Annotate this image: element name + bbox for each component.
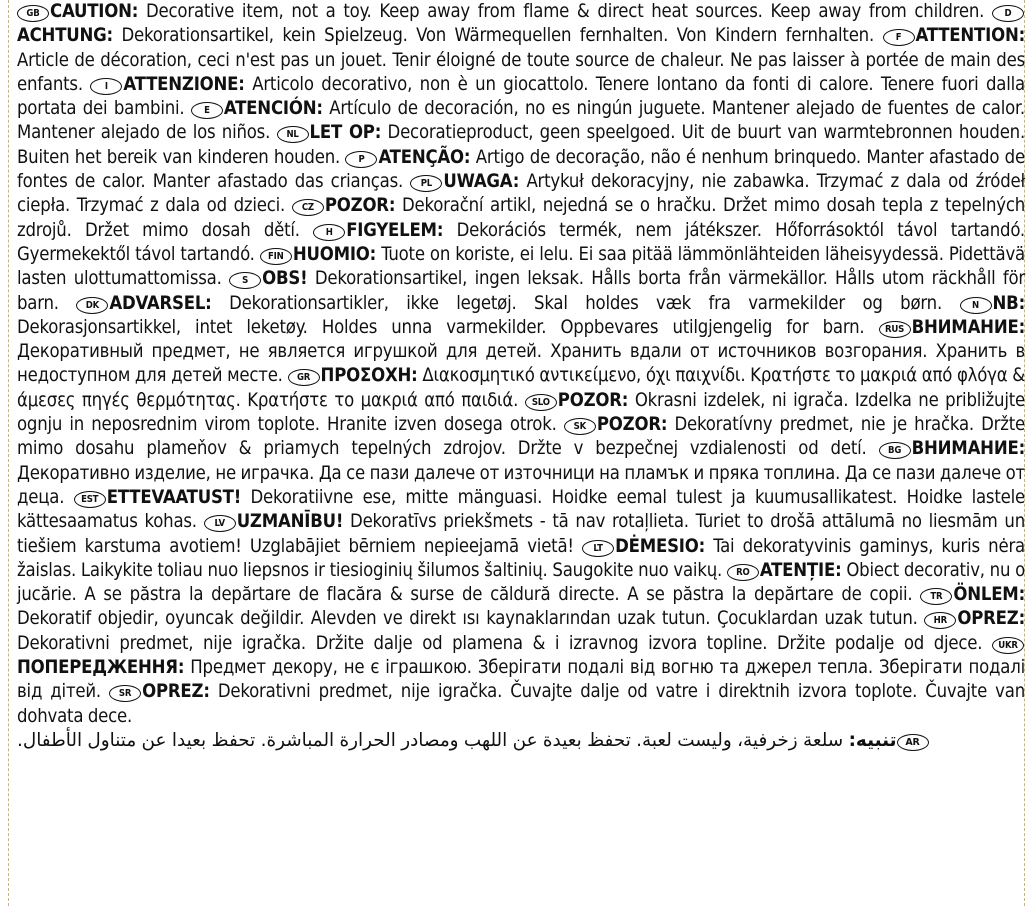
warning-text: Artigo de decoração, não é nenhum brinquedo. Manter afastado de fontes de calor. Manter afastado das crianças. xyxy=(17,146,1025,193)
country-code-badge: HR xyxy=(924,612,956,629)
warning-heading: OPREZ: xyxy=(142,681,210,703)
country-code-badge: H xyxy=(313,224,345,241)
country-code-badge: UKR xyxy=(992,637,1024,654)
warning-heading: ATENȚIE: xyxy=(759,559,842,581)
warning-text: Tuote on koriste, ei lelu. Ei saa pitää lämmönlähteiden läheisyydessä. Pidettävä lasten ulottumattomissa. xyxy=(17,243,1025,290)
country-code-badge: SK xyxy=(564,418,596,435)
country-code-badge: N xyxy=(960,297,992,314)
warning-heading: FIGYELEM: xyxy=(346,219,444,241)
country-code-badge: NL xyxy=(277,126,309,143)
warning-heading: ΠΡΟΣΟΧΗ: xyxy=(320,365,418,387)
country-code-badge: GR xyxy=(288,369,320,386)
warning-heading: UWAGA: xyxy=(443,171,520,193)
country-code-badge: F xyxy=(883,29,915,46)
warning-text: Articolo decorativo, non è un giocattolo. Tenere lontano da fonti di calore. Tenere fuori dalla portata dei bambini. xyxy=(17,73,1025,120)
warning-text: Διακοσμητικό αντικείμενο, όχι παιχνίδι. Κρατήστε το μακριά από φλόγα & άμεσες πηγές θερμότητας. Κρατήστε το μακριά από παιδιά. xyxy=(17,365,1025,411)
warning-text: Article de décoration, ceci n'est pas un jouet. Tenir éloigné de toute source de chaleur. Ne pas laisser à portée de main des enfants. xyxy=(17,49,1025,95)
warning-gb xyxy=(17,1,984,22)
country-code-badge: DK xyxy=(76,297,108,314)
country-code-badge: BG xyxy=(879,442,911,459)
cut-guide-left xyxy=(8,0,9,906)
warning-text: Dekorationsartikel, ingen leksak. Hålls borta från värmekällor. Hålls utom räckhåll för barn. xyxy=(17,268,1026,314)
country-code-badge: S xyxy=(229,272,261,289)
warning-text: Decoratieproduct, geen speelgoed. Uit de buurt van warmtebronnen houden. Buiten het bereik van kinderen houden. xyxy=(17,122,1026,168)
warning-text: Dekorativni predmet, nije igračka. Čuvajte dalje od vatre i direktnih izvora toplote. Čuvajte van dohvata dece. xyxy=(17,681,1025,727)
warning-heading: ATTENZIONE: xyxy=(123,73,245,95)
country-code-badge: LT xyxy=(582,540,614,557)
warning-text: Dekorativni predmet, nije igračka. Držite dalje od plamena & i izravnog izvora topline. Držite podalje od djece. xyxy=(17,632,983,654)
warning-heading: ВНИМАНИЕ: xyxy=(911,438,1025,460)
warning-text: Предмет декору, не є іграшкою. Зберігати подалі від вогню та джерел тепла. Зберігати подалі від дітей. xyxy=(17,657,1025,703)
warning-heading: OBS! xyxy=(262,268,308,290)
warning-ar xyxy=(17,729,1025,753)
warning-text: Dekorációs termék, nem játékszer. Hőforrásoktól távol tartandó. Gyermekektől távol tartandó. xyxy=(17,219,1025,265)
warning-text: Dekoratīvs priekšmets - tā nav rotaļlieta. Turiet to drošā attālumā no liesmām un tiešiem karstuma avotiem! Uzglabājiet bērniem nepieejamā vietā! xyxy=(17,511,1025,557)
country-code-badge: I xyxy=(90,78,122,95)
warning-heading: OPREZ: xyxy=(957,608,1025,630)
warning-heading: ÖNLEM: xyxy=(953,584,1025,606)
warning-heading: ETTEVAATUST! xyxy=(106,486,242,508)
warning-sr xyxy=(17,681,1025,726)
warning-heading: HUOMIO: xyxy=(292,243,377,265)
country-code-badge: PL xyxy=(410,175,442,192)
warning-heading: ATENCIÓN: xyxy=(223,98,323,120)
warning-text: Tai dekoratyvinis gaminys, kuris nėra žaislas. Laikykite toliau nuo liepsnos ir tiesioginių šilumos šaltinių. Saugokite nuo vaikų. xyxy=(17,535,1025,581)
warning-text: Декоративно изделие, не играчка. Да се пази далече от източници на пламък и пряка топлина. Да се пази далече от деца. xyxy=(17,462,1025,508)
country-code-badge: CZ xyxy=(292,199,324,216)
warning-text: Artykuł dekoracyjny, nie zabawka. Trzymać z dala od źródeł ciepła. Trzymać z dala od dzieci. xyxy=(17,171,1025,217)
warning-text: Dekoratívny predmet, nie je hračka. Držte mimo dosahu plameňov & priamych tepelných zdrojov. Držte v bezpečnej vzdialenosti od detí. xyxy=(17,414,1026,460)
country-code-badge: E xyxy=(191,102,223,119)
country-code-badge: GB xyxy=(17,5,49,22)
warning-label-text-block xyxy=(17,0,1025,753)
country-code-badge: SR xyxy=(109,685,141,702)
country-code-badge: TR xyxy=(920,588,952,605)
warning-heading: POZOR: xyxy=(596,414,668,436)
warning-text: Okrasni izdelek, ni igrača. Izdelka ne približujte ognju in neposrednim virom toplote. Hranite izven dosega otrok. xyxy=(17,389,1025,436)
country-code-badge: SLO xyxy=(525,394,557,411)
warning-heading: تنبيه: xyxy=(848,729,897,751)
warning-heading: ADVARSEL: xyxy=(109,292,212,314)
warning-text: Dekorasjonsartikkel, intet leketøy. Holdes unna varmekilder. Oppbevares utilgjengelig for barn. xyxy=(17,316,865,338)
warning-heading: ACHTUNG: xyxy=(17,25,113,47)
warning-text: Decorative item, not a toy. Keep away from flame & direct heat sources. Keep away from children. xyxy=(146,1,985,22)
warning-text: Декоративный предмет, не является игрушкой для детей. Хранить вдали от источников возгорания. Хранить в недоступном для детей месте. xyxy=(17,341,1025,387)
warning-text: Dekoratiivne ese, mitte mänguasi. Hoidke eemal tulest ja kuumusallikatest. Hoidke lastele kättesaamatus kohas. xyxy=(17,486,1025,533)
country-code-badge: LV xyxy=(204,515,236,532)
warning-heading: DĖMESIO: xyxy=(615,535,706,557)
country-code-badge: AR xyxy=(897,734,929,751)
warning-heading: NB: xyxy=(992,292,1025,314)
warning-text: Obiect decorativ, nu o jucărie. A se păstra la depărtare de flacăra & surse de căldură directe. A se păstra la depărtare de copii. xyxy=(17,559,1025,606)
warning-text: Dekorationsartikel, kein Spielzeug. Von Wärmequellen fernhalten. Von Kindern fernhalten. xyxy=(121,25,875,47)
country-code-badge: RO xyxy=(727,564,759,581)
country-code-badge: RUS xyxy=(879,321,911,338)
warning-heading: ATTENTION: xyxy=(915,25,1026,47)
warning-heading: POZOR: xyxy=(324,195,396,217)
warning-text: Artículo de decoración, no es ningún juguete. Mantener alejado de fuentes de calor. Mantener alejado de los niños. xyxy=(17,98,1025,144)
warning-heading: ПОПЕРЕДЖЕННЯ: xyxy=(17,657,185,679)
country-code-badge: D xyxy=(992,5,1024,22)
warning-heading: ВНИМАНИЕ: xyxy=(911,316,1025,338)
warning-text: Dekorační artikl, nejedná se o hračku. Držet mimo dosah tepla z tepelných zdrojů. Držet mimo dosah dětí. xyxy=(17,195,1025,241)
warning-text: Dekorationsartikler, ikke legetøj. Skal holdes væk fra varmekilder og børn. xyxy=(229,292,943,314)
country-code-badge: EST xyxy=(74,491,106,508)
warning-heading: POZOR: xyxy=(557,389,629,411)
warning-heading: CAUTION: xyxy=(50,1,139,22)
warning-dk xyxy=(76,293,942,314)
warning-text: Dekoratif objedir, oyuncak değildir. Alevden ve direkt ısı kaynaklarından uzak tutun. Çocuklardan uzak tutun. xyxy=(17,608,918,630)
country-code-badge: FIN xyxy=(260,248,292,265)
warning-heading: UZMANĪBU! xyxy=(236,511,344,533)
warning-text: سلعة زخرفية، وليست لعبة. تحفظ بعيدة عن اللهب ومصادر الحرارة المباشرة. تحفظ بعيدا عن متناول الأطفال. xyxy=(17,729,844,751)
warning-heading: LET OP: xyxy=(309,122,382,144)
warning-heading: ATENÇÃO: xyxy=(378,146,471,168)
country-code-badge: P xyxy=(345,151,377,168)
